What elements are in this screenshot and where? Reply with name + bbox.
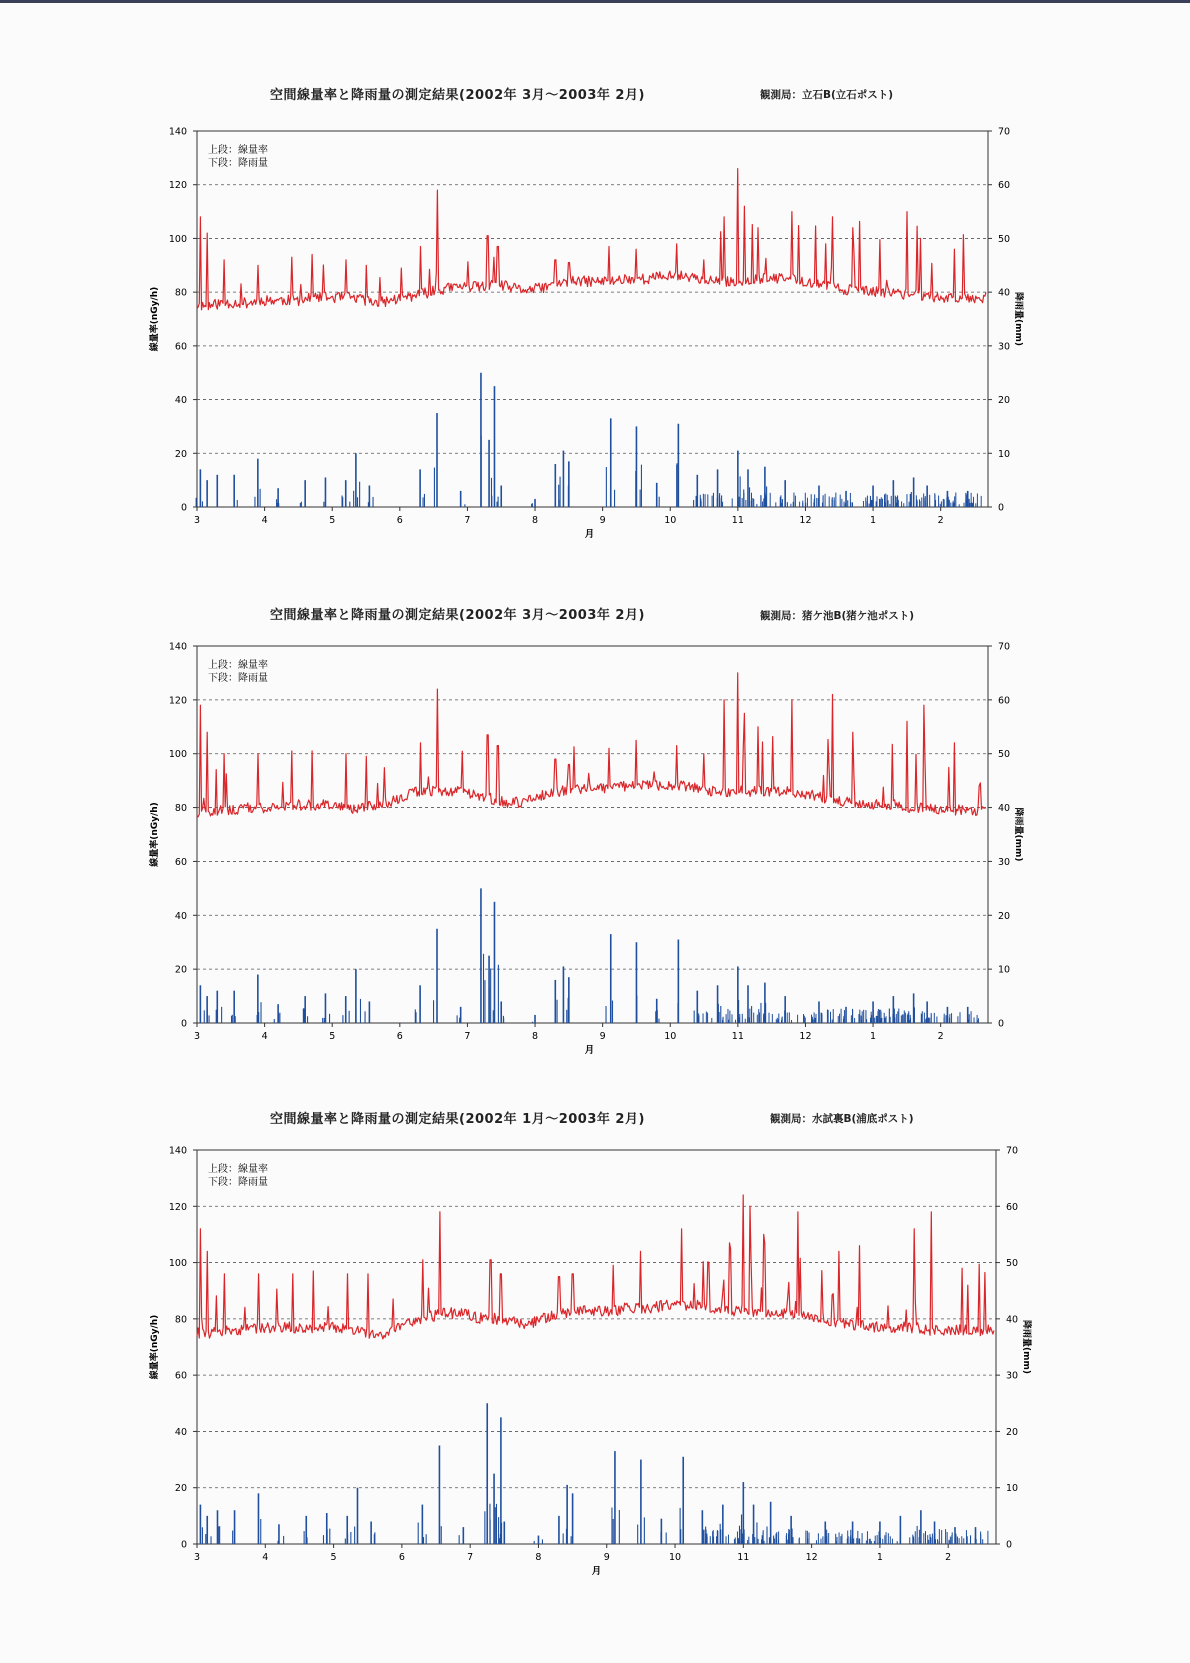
y-right-tick-label: 70 <box>998 641 1011 653</box>
y-right-tick-label: 40 <box>998 287 1011 299</box>
legend-entry: 上段：線量率 <box>208 145 268 156</box>
x-tick-label: 6 <box>398 1552 405 1563</box>
y-left-tick-label: 20 <box>174 448 187 460</box>
legend-entry: 下段：降雨量 <box>208 158 268 169</box>
legend-entry: 下段：降雨量 <box>208 673 268 684</box>
y-right-tick-label: 30 <box>1006 1370 1019 1382</box>
x-tick-label: 3 <box>193 515 201 526</box>
y-left-tick-label: 100 <box>168 233 187 245</box>
dose-rate-line <box>197 1195 994 1339</box>
y-right-tick-label: 50 <box>1006 1258 1019 1270</box>
y-left-tick-label: 120 <box>168 695 187 707</box>
x-tick-label: 6 <box>396 1031 403 1042</box>
y-right-tick-label: 30 <box>998 856 1011 868</box>
x-tick-label: 6 <box>396 515 403 526</box>
x-tick-label: 10 <box>668 1552 682 1563</box>
x-tick-label: 1 <box>876 1552 883 1563</box>
station-label: 観測局：水試裏B(浦底ポスト) <box>770 1113 914 1125</box>
y-right-tick-label: 10 <box>1006 1483 1019 1495</box>
y-left-tick-label: 140 <box>168 1145 187 1157</box>
legend-entry: 上段：線量率 <box>208 660 268 671</box>
legend-entry: 上段：線量率 <box>208 1164 268 1175</box>
rain-series <box>196 373 981 507</box>
y-left-tick-label: 140 <box>168 126 187 138</box>
y-right-tick-label: 40 <box>1006 1314 1019 1326</box>
chart-title: 空間線量率と降雨量の測定結果(2002年 1月～2003年 2月) <box>270 1112 645 1127</box>
x-tick-label: 8 <box>535 1552 542 1563</box>
y-left-tick-label: 0 <box>180 502 187 514</box>
x-tick-label: 1 <box>870 515 877 526</box>
x-tick-label: 7 <box>464 1031 471 1042</box>
y-left-axis-label: 線量率(nGy/h) <box>150 802 160 867</box>
y-right-axis-label: 降雨量(mm) <box>1013 292 1023 346</box>
y-left-tick-label: 20 <box>174 1483 187 1495</box>
chart-title: 空間線量率と降雨量の測定結果(2002年 3月～2003年 2月) <box>270 88 645 103</box>
top-rule <box>0 0 1190 3</box>
x-tick-label: 7 <box>464 515 471 526</box>
y-right-tick-label: 60 <box>998 180 1011 192</box>
station-label: 観測局：立石B(立石ポスト) <box>760 89 894 101</box>
y-right-axis-label: 降雨量(mm) <box>1013 807 1023 862</box>
x-tick-label: 3 <box>193 1031 201 1042</box>
y-right-tick-label: 10 <box>998 448 1011 460</box>
y-right-tick-label: 60 <box>1006 1201 1019 1213</box>
x-tick-label: 8 <box>532 515 539 526</box>
y-right-tick-label: 20 <box>1006 1426 1019 1438</box>
x-axis-label: 月 <box>584 529 595 540</box>
plot-frame <box>197 131 988 507</box>
y-right-tick-label: 50 <box>998 233 1011 245</box>
y-right-tick-label: 30 <box>998 341 1011 353</box>
x-tick-label: 8 <box>532 1031 539 1042</box>
y-right-tick-label: 60 <box>998 695 1011 707</box>
y-left-tick-label: 100 <box>168 1258 187 1270</box>
y-right-tick-label: 20 <box>998 395 1011 407</box>
y-left-axis-label: 線量率(nGy/h) <box>150 1314 160 1380</box>
y-left-tick-label: 80 <box>174 803 187 815</box>
x-tick-label: 11 <box>731 515 744 526</box>
x-tick-label: 1 <box>870 1031 877 1042</box>
y-right-tick-label: 40 <box>998 803 1011 815</box>
x-tick-label: 5 <box>330 1552 337 1563</box>
x-tick-label: 5 <box>329 1031 336 1042</box>
y-left-tick-label: 120 <box>168 1201 187 1213</box>
x-axis-label: 月 <box>591 1566 602 1577</box>
x-tick-label: 4 <box>261 1031 268 1042</box>
y-left-tick-label: 120 <box>168 180 187 192</box>
x-tick-label: 4 <box>261 515 268 526</box>
x-tick-label: 9 <box>599 1031 606 1042</box>
y-left-tick-label: 140 <box>168 641 187 653</box>
y-left-tick-label: 20 <box>174 964 187 976</box>
x-tick-label: 3 <box>193 1552 201 1563</box>
y-right-axis-label: 降雨量(mm) <box>1021 1320 1031 1374</box>
y-right-tick-label: 10 <box>998 964 1011 976</box>
x-tick-label: 12 <box>805 1552 818 1563</box>
x-tick-label: 7 <box>467 1552 474 1563</box>
x-tick-label: 9 <box>603 1552 610 1563</box>
rain-series <box>200 1403 987 1544</box>
plot-frame <box>197 1150 996 1544</box>
x-tick-label: 4 <box>262 1552 269 1563</box>
y-left-tick-label: 80 <box>174 1314 187 1326</box>
y-right-tick-label: 0 <box>1006 1539 1013 1551</box>
x-tick-label: 11 <box>731 1031 744 1042</box>
y-left-tick-label: 40 <box>174 910 187 922</box>
y-right-tick-label: 0 <box>998 1018 1005 1030</box>
y-right-tick-label: 0 <box>998 502 1005 514</box>
x-tick-label: 2 <box>937 515 944 526</box>
y-left-tick-label: 40 <box>174 395 187 407</box>
y-left-tick-label: 0 <box>180 1018 187 1030</box>
dose-rate-line <box>197 169 986 310</box>
plot-frame <box>197 646 988 1023</box>
y-left-tick-label: 100 <box>168 749 187 761</box>
x-tick-label: 9 <box>599 515 606 526</box>
rain-series <box>200 888 978 1023</box>
x-tick-label: 12 <box>799 1031 812 1042</box>
x-tick-label: 2 <box>945 1552 952 1563</box>
y-left-tick-label: 60 <box>174 1370 187 1382</box>
dose-rate-line <box>197 673 986 817</box>
y-left-tick-label: 80 <box>174 287 187 299</box>
y-left-tick-label: 40 <box>174 1426 187 1438</box>
x-tick-label: 10 <box>664 1031 677 1042</box>
y-right-tick-label: 70 <box>1006 1145 1019 1157</box>
y-right-tick-label: 20 <box>998 910 1011 922</box>
y-left-axis-label: 線量率(nGy/h) <box>150 286 160 352</box>
y-right-tick-label: 50 <box>998 749 1011 761</box>
x-tick-label: 12 <box>799 515 812 526</box>
y-left-tick-label: 0 <box>180 1539 187 1551</box>
x-tick-label: 11 <box>737 1552 750 1563</box>
x-tick-label: 5 <box>329 515 336 526</box>
y-left-tick-label: 60 <box>174 856 187 868</box>
station-label: 観測局：猪ケ池B(猪ケ池ポスト) <box>760 610 915 622</box>
x-axis-label: 月 <box>584 1045 595 1056</box>
x-tick-label: 10 <box>664 515 677 526</box>
y-left-tick-label: 60 <box>174 341 187 353</box>
x-tick-label: 2 <box>937 1031 944 1042</box>
chart-title: 空間線量率と降雨量の測定結果(2002年 3月～2003年 2月) <box>270 608 645 623</box>
legend-entry: 下段：降雨量 <box>208 1177 268 1188</box>
y-right-tick-label: 70 <box>998 126 1011 138</box>
